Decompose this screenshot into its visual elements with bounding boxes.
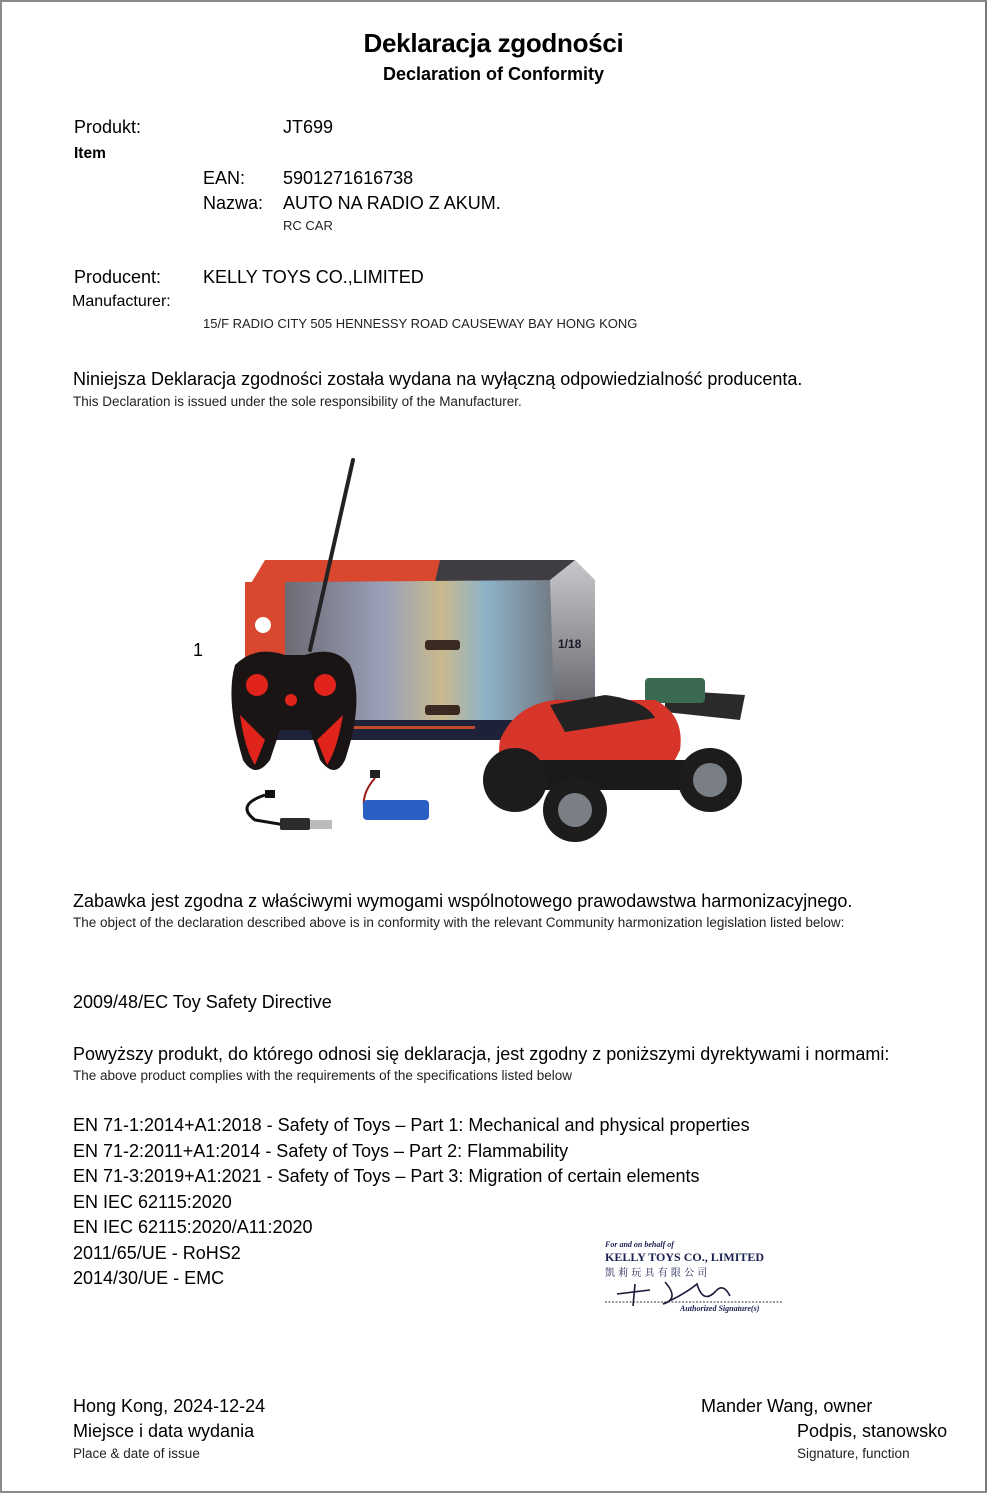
place-date: Hong Kong, 2024-12-24 bbox=[73, 1396, 266, 1416]
name-label: Nazwa: bbox=[203, 193, 264, 213]
stamp-company-cn: 凱 莉 玩 具 有 限 公 司 bbox=[605, 1268, 708, 1279]
figure-number: 1 bbox=[193, 640, 204, 660]
standards-intro-pl: Powyższy produkt, do którego odnosi się deklaracja, jest zgodny z poniższymi dyrektywami i normami: bbox=[73, 1044, 890, 1064]
ean-value: 5901271616738 bbox=[283, 168, 414, 188]
product-name-pl: AUTO NA RADIO Z AKUM. bbox=[283, 193, 501, 213]
product-name-en: RC CAR bbox=[283, 218, 333, 233]
standard-item: EN IEC 62115:2020 bbox=[73, 1191, 232, 1212]
conformity-statement-en: The object of the declaration described above is in conformity with the relevant Community harmonization legislation listed below: bbox=[73, 915, 845, 930]
ean-label: EAN: bbox=[203, 168, 246, 188]
manufacturer-name: KELLY TOYS CO.,LIMITED bbox=[203, 267, 424, 287]
stamp-on-behalf: For and on behalf of bbox=[605, 1240, 674, 1249]
producer-label: Producent: bbox=[74, 267, 162, 287]
toy-safety-directive: 2009/48/EC Toy Safety Directive bbox=[73, 992, 332, 1012]
standards-intro-en: The above product complies with the requirements of the specifications listed below bbox=[73, 1068, 573, 1083]
standard-item: 2011/65/UE - RoHS2 bbox=[73, 1242, 241, 1263]
item-label: Item bbox=[74, 145, 106, 162]
standard-item: 2014/30/UE - EMC bbox=[73, 1268, 225, 1288]
stamp-company: KELLY TOYS CO., LIMITED bbox=[605, 1250, 765, 1264]
signature-label-pl: Podpis, stanowsko bbox=[797, 1421, 948, 1441]
responsibility-statement-pl: Niniejsza Deklaracja zgodności została wydana na wyłączną odpowiedzialność producenta. bbox=[73, 369, 803, 389]
signature-label-en: Signature, function bbox=[797, 1446, 910, 1461]
box-scale-label: 1/18 bbox=[558, 637, 582, 651]
page-title: Deklaracja zgodności bbox=[363, 28, 624, 58]
standard-item: EN 71-3:2019+A1:2021 - Safety of Toys – Part 3: Migration of certain elements bbox=[73, 1166, 700, 1186]
product-photo bbox=[225, 450, 750, 850]
product-code: JT699 bbox=[283, 117, 334, 137]
place-date-label-pl: Miejsce i data wydania bbox=[73, 1421, 255, 1441]
responsibility-statement-en: This Declaration is issued under the sole responsibility of the Manufacturer. bbox=[73, 394, 522, 409]
company-stamp bbox=[600, 1238, 790, 1318]
place-date-label-en: Place & date of issue bbox=[73, 1446, 200, 1461]
stamp-caption: Authorized Signature(s) bbox=[680, 1304, 760, 1313]
standard-item: EN 71-2:2011+A1:2014 - Safety of Toys – Part 2: Flammability bbox=[73, 1140, 569, 1161]
conformity-statement-pl: Zabawka jest zgodna z właściwymi wymogami wspólnotowego prawodawstwa harmonizacyjnego. bbox=[73, 891, 853, 911]
manufacturer-address: 15/F RADIO CITY 505 HENNESSY ROAD CAUSEWAY BAY HONG KONG bbox=[203, 316, 638, 331]
manufacturer-label: Manufacturer: bbox=[72, 293, 171, 310]
page-subtitle: Declaration of Conformity bbox=[382, 64, 605, 84]
signatory-name: Mander Wang, owner bbox=[701, 1396, 873, 1416]
standard-item: EN 71-1:2014+A1:2018 - Safety of Toys – Part 1: Mechanical and physical properties bbox=[73, 1115, 750, 1135]
standard-item: EN IEC 62115:2020/A11:2020 bbox=[73, 1217, 313, 1237]
product-label: Produkt: bbox=[74, 117, 142, 137]
